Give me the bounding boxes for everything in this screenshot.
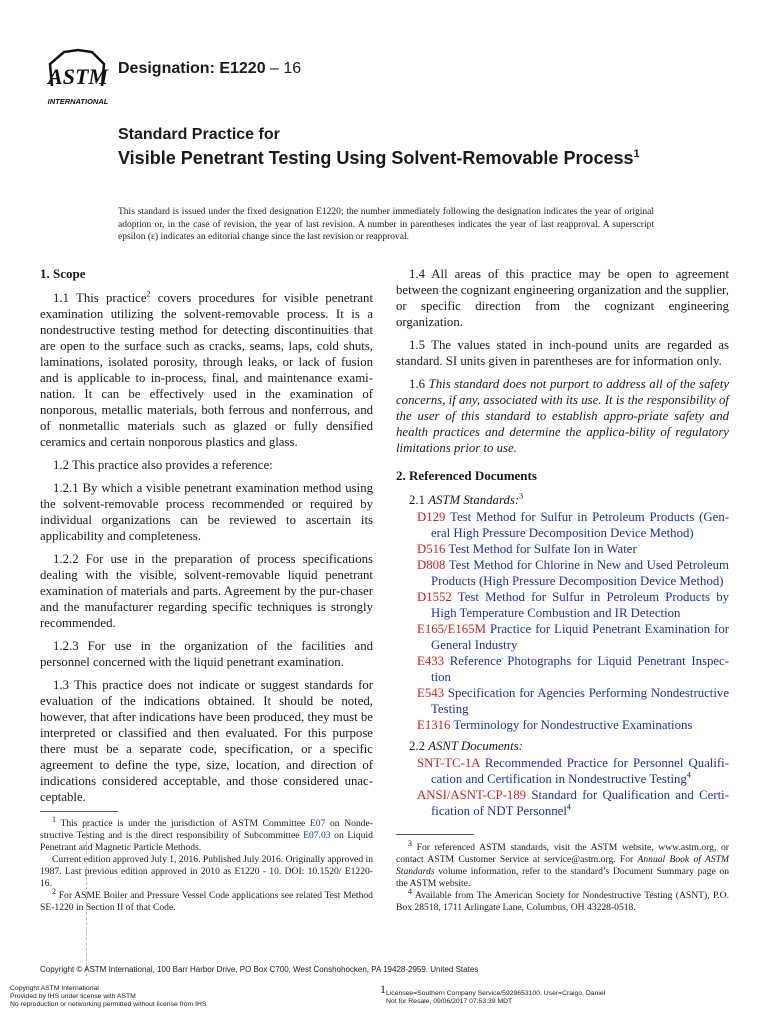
copyright-line: Copyright © ASTM International, 100 Barr Harbor Drive, PO Box C700, West Conshohocken, PA 19428-2959. United States	[40, 965, 479, 974]
reference-item[interactable]	[408, 685, 729, 717]
footnote-1-edition: Current edition approved July 1, 2016. Published July 2016. Originally approved in 1987. Last previous edition approved in 2010 as E1220 - 10. DOI: 10.1520/ E1220-16.	[40, 854, 373, 889]
footnote-ref-2[interactable]: 2	[146, 289, 151, 299]
reference-title-link[interactable]: Test Method for Sulfur in Petroleum Products by High Temperature Combustion and IR Detection	[431, 590, 729, 620]
reference-title-link[interactable]: Test Method for Sulfur in Petroleum Products (Gen-eral High Pressure Decomposition Device Method)	[431, 510, 729, 540]
referenced-documents-heading: 2. Referenced Documents	[396, 468, 537, 483]
reference-item[interactable]	[408, 541, 729, 557]
footnote-2: $^2$ For ASME Boiler and Pressure Vessel Code applications see related Test Method SE-1220 in Section II of that Code.	[40, 886, 373, 913]
reference-item[interactable]	[408, 621, 729, 653]
reference-item[interactable]	[408, 717, 729, 733]
footnotes-right	[396, 838, 729, 914]
reference-item[interactable]	[408, 653, 729, 685]
title-block	[118, 126, 678, 169]
section-1-2-1: 1.2.1 By which a visible penetrant examination method using the solvent-removable process recommended or required by individual organizations can be reviewed to ascertain its applicability and completeness.	[40, 481, 373, 543]
scope-heading: 1. Scope	[40, 266, 86, 281]
reference-code-link[interactable]: D1552	[417, 590, 452, 604]
footnotes-left	[40, 814, 373, 914]
right-column	[396, 266, 729, 819]
designation-label: Designation: E1220	[118, 60, 266, 77]
section-1-6: 1.6 This standard does not purport to address all of the safety concerns, if any, associated with its use. It is the responsibility of the user of this standard to establish appro-priate safety and health practices and determine the applica-bility of regulatory limitations prior to use.	[396, 377, 730, 455]
reference-code-link[interactable]: ANSI/ASNT-CP-189	[417, 788, 527, 802]
page-title: Visible Penetrant Testing Using Solvent-Removable Process$^1$	[118, 148, 640, 168]
license-info-right: Licensee=Southern Company Service/5929653100, User=Craigo, Daniel Not for Resale, 09/06/2017 07:53:39 MDT	[386, 990, 606, 1005]
footnote-ref-3[interactable]: 3	[519, 491, 524, 501]
dashed-margin-line	[86, 826, 87, 976]
astm-reference-list	[396, 509, 729, 733]
reference-code-link[interactable]: E433	[417, 654, 445, 668]
section-1-5: 1.5 The values stated in inch-pound units are regarded as standard. SI units given in parentheses are for information only.	[396, 338, 729, 368]
subcommittee-link[interactable]: E07.03	[303, 830, 331, 841]
designation-revision: – 16	[265, 60, 302, 77]
footnote-divider-right	[396, 834, 474, 835]
asnt-reference-list	[396, 755, 729, 819]
reference-code-link[interactable]: E165/E165M	[417, 622, 486, 636]
designation-notice: This standard is issued under the fixed designation E1220; the number immediately following the designation indicates the year of original adoption or, in the case of revision, the year of last revision. A number in parentheses indicates the year of last reapproval. A superscript epsilon (ε) indicates an editorial change since the last revision or reapproval.	[118, 207, 654, 242]
footnote-ref-4[interactable]: 4	[566, 802, 571, 812]
logo-text: ASTM	[48, 64, 108, 89]
left-column	[40, 266, 373, 812]
committee-link[interactable]: E07	[309, 818, 326, 829]
reference-title-link[interactable]: Recommended Practice for Personnel Qualifi-cation and Certification in Nondestructive Testing	[431, 756, 729, 786]
section-1-2-3: 1.2.3 For use in the organization of the facilities and personnel concerned with the liquid penetrant examination.	[40, 639, 373, 669]
title-prefix: Standard Practice for	[118, 126, 280, 143]
reference-item[interactable]	[408, 755, 729, 787]
reference-code-link[interactable]: D516	[417, 542, 446, 556]
reference-code-link[interactable]: E1316	[417, 718, 451, 732]
section-1-2-2: 1.2.2 For use in the preparation of process specifications dealing with the visible, solvent-removable liquid penetrant examination of materials and parts. Agreement by the pur-chaser and the manufacturer regarding specific techniques is strongly recommended.	[40, 552, 373, 630]
footnote-ref-4[interactable]: 4	[686, 770, 691, 780]
reference-item[interactable]	[408, 557, 729, 589]
section-1-4: 1.4 All areas of this practice may be open to agreement between the cognizant engineering organization and the supplier, or specific direction from the cognizant engineering organization.	[396, 267, 729, 329]
reference-item[interactable]	[408, 787, 729, 819]
reference-code-link[interactable]: D808	[417, 558, 446, 572]
reference-title-link[interactable]: Practice for Liquid Penetrant Examination for General Industry	[431, 622, 729, 652]
astm-standards-label: 2.1 ASTM Standards:$^3$	[409, 491, 524, 507]
footnote-3: $^3$ For referenced ASTM standards, visit the ASTM website, www.astm.org, or contact ASTM Customer Service at service@astm.org. For Annual Book of ASTM Standards volume information, refer to the standard’s Document Summary page on the ASTM website.	[396, 838, 729, 889]
reference-title-link[interactable]: Reference Photographs for Liquid Penetrant Inspec-tion	[431, 654, 729, 684]
section-1-3: 1.3 This practice does not indicate or suggest standards for evaluation of the indications obtained. It should be noted, however, that after indications have been produced, they must be interpreted or classified and then evaluated. For this purpose there must be a separate code, specification, or a specific agreement to define the type, size, location, and direction of indications considered acceptable, and those considered unac-ceptable.	[40, 678, 373, 804]
license-info-left: Copyright ASTM International Provided by IHS under license with ASTM No reproduction or networking permitted without license from IHS	[10, 985, 207, 1008]
reference-title-link[interactable]: Test Method for Chlorine in New and Used Petroleum Products (High Pressure Decomposition Device Method)	[431, 558, 729, 588]
reference-code-link[interactable]: SNT-TC-1A	[417, 756, 480, 770]
page-number: 1	[380, 982, 386, 996]
asnt-documents-label: 2.2 ASNT Documents:	[409, 739, 523, 753]
footnote-divider-left	[40, 811, 118, 812]
astm-logo	[44, 46, 112, 108]
designation	[118, 60, 301, 78]
reference-title-link[interactable]: Specification for Agencies Performing Nondestructive Testing	[431, 686, 729, 716]
reference-title-link[interactable]: Terminology for Nondestructive Examinations	[450, 718, 693, 732]
logo-subtext: INTERNATIONAL	[47, 97, 109, 106]
section-1-2: 1.2 This practice also provides a reference:	[53, 458, 273, 472]
reference-code-link[interactable]: E543	[417, 686, 445, 700]
reference-item[interactable]	[408, 589, 729, 621]
section-1-1: 1.1 This practice$^2$ covers procedures for visible penetrant examination utilizing the solvent-removable process. It is a nondestructive testing method for detecting discontinuities that are open to the surface such as cracks, seams, laps, cold shuts, laminations, isolated porosity, through leaks, or lack of fusion and is applicable to in-process, final, and maintenance exami-nation. It can be effectively used in the examination of nonporous, metallic materials, both ferrous and nonferrous, and of nonmetallic materials such as glazed or fully densified ceramics and certain nonporous plastics and glass.	[40, 289, 374, 449]
footnote-1: $^1$ This practice is under the jurisdiction of ASTM Committee E07 on Nonde-structive Testing and is the direct responsibility of Subcommittee E07.03 on Liquid Penetrant and Magnetic Particle Methods.	[40, 814, 373, 853]
reference-item[interactable]	[408, 509, 729, 541]
reference-title-link[interactable]: Test Method for Sulfate Ion in Water	[445, 542, 637, 556]
reference-code-link[interactable]: D129	[417, 510, 446, 524]
title-footnote-ref[interactable]: 1	[633, 148, 640, 160]
reference-title-link[interactable]: Standard for Qualification and Certi-fication of NDT Personnel	[431, 788, 729, 818]
footnote-4: $^4$ Available from The American Society for Nondestructive Testing (ASNT), P.O. Box 28518, 1711 Arlingate Lane, Columbus, OH 43228-0518.	[396, 886, 729, 913]
